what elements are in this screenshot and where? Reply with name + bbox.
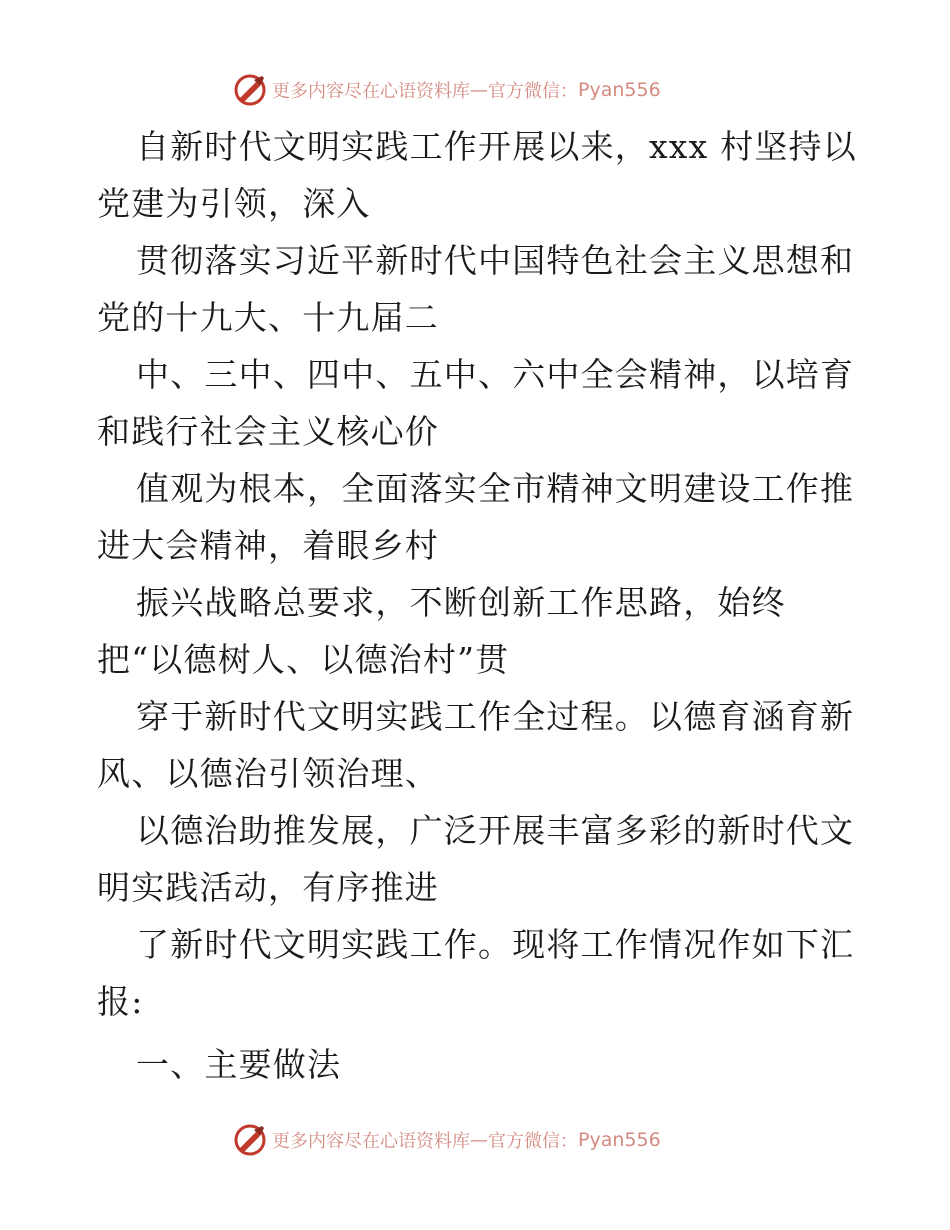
section-heading: 一、主要做法: [136, 1045, 342, 1084]
document-body: [97, 118, 857, 1093]
text-line: 和践行社会主义核心价: [97, 412, 439, 451]
pen-logo-icon: [232, 72, 268, 108]
text-line: 党建为引领，深入: [97, 184, 371, 223]
text-line: 贯彻落实习近平新时代中国特色社会主义思想和: [136, 241, 855, 280]
text-line: 穿于新时代文明实践工作全过程。以德育涵育新: [136, 697, 855, 736]
text-line: 风、以德治引领治理、: [97, 754, 439, 793]
wechat-id: Pyan556: [578, 1129, 661, 1151]
banner-text: 更多内容尽在心语资料库: [272, 1131, 470, 1152]
banner-text: 更多内容尽在心语资料库: [272, 81, 470, 102]
text-line: 党的十九大、十九届二: [97, 298, 439, 337]
banner-separator: —: [470, 79, 488, 101]
pen-logo-icon: [232, 1122, 268, 1158]
header-watermark-banner: [232, 72, 661, 108]
text-line: 自新时代文明实践工作开展以来，xxx 村坚持以: [136, 127, 857, 166]
text-line: 振兴战略总要求，不断创新工作思路，始终: [136, 583, 786, 622]
wechat-label: 官方微信：: [488, 81, 578, 102]
text-line: 报:: [97, 982, 144, 1021]
text-line: 值观为根本，全面落实全市精神文明建设工作推: [136, 469, 855, 508]
wechat-id: Pyan556: [578, 79, 661, 101]
text-line: 了新时代文明实践工作。现将工作情况作如下汇: [136, 925, 855, 964]
text-line: 明实践活动，有序推进: [97, 868, 439, 907]
text-line: 中、三中、四中、五中、六中全会精神，以培育: [136, 355, 855, 394]
text-line: 以德治助推发展，广泛开展丰富多彩的新时代文: [136, 811, 855, 850]
footer-watermark-banner: [232, 1122, 661, 1158]
banner-separator: —: [470, 1129, 488, 1151]
text-line: 把“以德树人、以德治村”贯: [97, 640, 510, 679]
wechat-label: 官方微信：: [488, 1131, 578, 1152]
text-line: 进大会精神，着眼乡村: [97, 526, 439, 565]
